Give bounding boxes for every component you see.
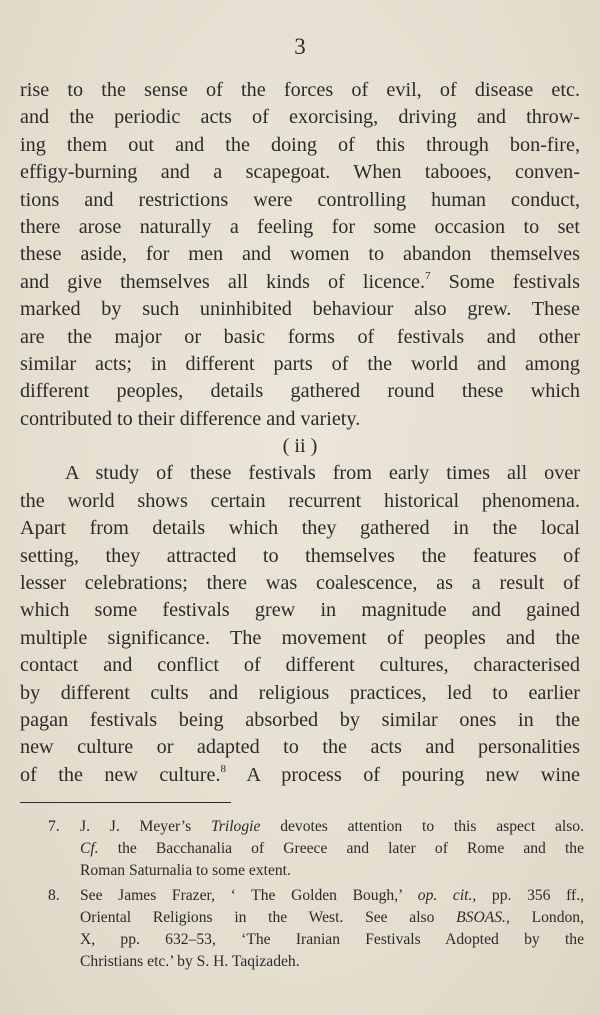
footnote-number: 7.	[48, 818, 60, 835]
footnote-ref-7: 7	[425, 269, 431, 282]
text-line: contributed to their difference and variety.	[20, 407, 361, 430]
text-line: similar acts; in different parts of the world and among	[20, 352, 580, 375]
footnote-line: Cf. the Bacchanalia of Greece and later of Rome and the	[80, 840, 584, 857]
text-line: and the periodic acts of exorcising, driving and throw-	[20, 106, 580, 129]
text-line: different peoples, details gathered round these which	[20, 380, 580, 403]
text-line: rise to the sense of the forces of evil, of disease etc.	[20, 79, 580, 101]
page-number: 3	[294, 34, 306, 59]
footnote-line: Roman Saturnalia to some extent.	[80, 862, 291, 879]
text-line: new culture or adapted to the acts and personalities	[20, 736, 580, 759]
footnote-number: 8.	[48, 887, 60, 904]
text-line: marked by such uninhibited behaviour also grew. These	[20, 298, 580, 321]
section-heading: ( ii )	[282, 435, 318, 458]
text-line: tions and restrictions were controlling human conduct,	[20, 188, 580, 211]
text-line: these aside, for men and women to abandon themselves	[20, 243, 580, 266]
text-line: by different cults and religious practices, led to earlier	[20, 681, 580, 704]
text-line: Apart from details which they gathered in the local	[20, 517, 580, 540]
text-line: which some festivals grew in magnitude and gained	[20, 599, 580, 622]
text-line: ing them out and the doing of this through bon-fire,	[20, 133, 580, 156]
footnote-line: X, pp. 632–53, ‘The Iranian Festivals Adopted by the	[80, 931, 584, 948]
footnote-line: J. J. Meyer’s Trilogie devotes attention to this aspect also.	[80, 818, 584, 835]
text-line: the world shows certain recurrent historical phenomena.	[20, 489, 580, 512]
text-line: setting, they attracted to themselves the features of	[20, 544, 580, 567]
footnotes	[48, 816, 584, 976]
body-text	[20, 77, 580, 789]
footnote-ref-8: 8	[220, 762, 227, 775]
text-line: effigy-burning and a scapegoat. When tabooes, conven-	[20, 161, 580, 184]
text-line: pagan festivals being absorbed by similar ones in the	[20, 708, 580, 731]
footnote-line: Christians etc.’ by S. H. Taqizadeh.	[80, 953, 300, 970]
text-line: of the new culture.$^8$ A process of pouring new wine	[20, 762, 580, 786]
footnote-line: See James Frazer, ‘ The Golden Bough,’ op. cit., pp. 356 ff.,	[80, 887, 584, 904]
footnote-line: Oriental Religions in the West. See also BSOAS., London,	[80, 909, 584, 926]
text-line: A study of these festivals from early times all over	[65, 462, 580, 485]
text-line: there arose naturally a feeling for some occasion to set	[20, 215, 580, 238]
footnote-rule	[20, 802, 231, 803]
text-line: contact and conflict of different cultures, characterised	[20, 654, 580, 677]
text-line: and give themselves all kinds of licence.$^7$ Some festivals	[20, 269, 580, 293]
footnote-8	[48, 885, 584, 973]
text-line: multiple significance. The movement of peoples and the	[20, 626, 580, 649]
text-line: are the major or basic forms of festivals and other	[20, 325, 580, 348]
footnote-7	[48, 816, 584, 882]
text-line: lesser celebrations; there was coalescence, as a result of	[20, 572, 580, 595]
